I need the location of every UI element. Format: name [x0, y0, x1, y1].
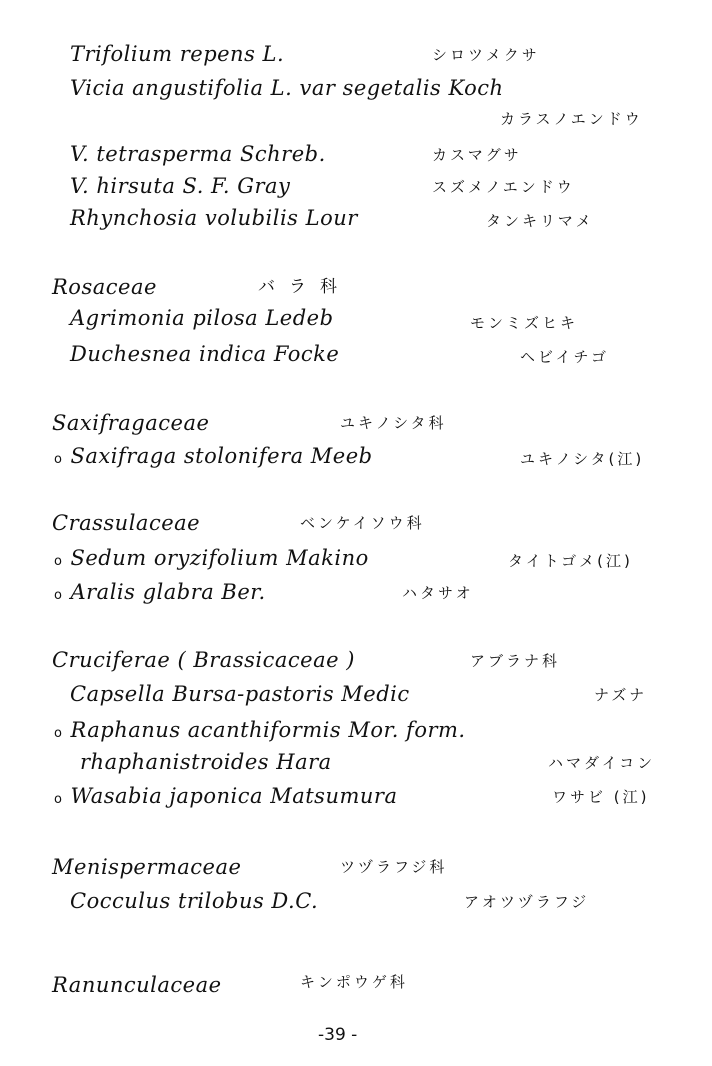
marker: o	[54, 588, 63, 603]
species-name: V. tetrasperma Schreb.	[70, 142, 326, 166]
species-name: V. hirsuta S. F. Gray	[70, 174, 291, 198]
marker: o	[54, 452, 63, 467]
family-name: Crassulaceae	[52, 511, 201, 535]
family-name: Ranunculaceae	[52, 973, 222, 997]
japanese-name: ワサビ (江)	[552, 788, 650, 806]
family-japanese-name: キンポウゲ科	[300, 973, 408, 991]
family-japanese-name: バラ科	[258, 277, 351, 297]
species-name: Trifolium repens L.	[70, 42, 285, 66]
marker: o	[54, 792, 63, 807]
species-name: Capsella Bursa-pastoris Medic	[70, 682, 410, 706]
family-name: Menispermaceae	[52, 855, 242, 879]
family-japanese-name: ベンケイソウ科	[300, 514, 425, 532]
japanese-name: シロツメクサ	[432, 46, 540, 64]
species-name: Raphanus acanthiformis Mor. form.	[70, 718, 466, 742]
species-name: Cocculus trilobus D.C.	[70, 889, 319, 913]
species-name: Saxifraga stolonifera Meeb	[70, 444, 373, 468]
family-name: Rosaceae	[52, 275, 157, 299]
japanese-name: ハタサオ	[402, 584, 474, 602]
family-name: Cruciferae ( Brassicaceae )	[52, 648, 355, 672]
japanese-name: ユキノシタ(江)	[520, 450, 645, 468]
japanese-name: モンミズヒキ	[470, 314, 579, 332]
japanese-name: タイトゴメ(江)	[508, 552, 633, 570]
species-entry-marked	[54, 720, 466, 741]
family-japanese-name: ユキノシタ科	[340, 414, 447, 432]
species-entry-marked	[54, 786, 397, 807]
species-entry-marked	[54, 582, 266, 603]
japanese-name: カラスノエンドウ	[500, 110, 643, 128]
species-name: Duchesnea indica Focke	[70, 342, 340, 366]
family-japanese-name: ツヅラフジ科	[340, 858, 448, 876]
japanese-name: スズメノエンドウ	[432, 178, 575, 196]
species-name: Agrimonia pilosa Ledeb	[70, 306, 334, 330]
species-name: Vicia angustifolia L. var segetalis Koch	[70, 76, 504, 100]
japanese-name: カスマグサ	[432, 146, 522, 164]
marker: o	[54, 726, 63, 741]
species-name: Aralis glabra Ber.	[70, 580, 266, 604]
japanese-name: アオツヅラフジ	[464, 893, 590, 911]
japanese-name: ヘビイチゴ	[520, 348, 609, 366]
species-entry-marked	[54, 446, 373, 467]
japanese-name: タンキリマメ	[486, 212, 594, 230]
family-japanese-name: アブラナ科	[470, 652, 561, 670]
japanese-name: ハマダイコン	[548, 754, 656, 772]
species-name: Sedum oryzifolium Makino	[70, 546, 369, 570]
marker: o	[54, 554, 63, 569]
page-number: -39 -	[318, 1025, 358, 1045]
species-name-continued: rhaphanistroides Hara	[80, 750, 332, 774]
species-name: Rhynchosia volubilis Lour	[70, 206, 358, 230]
family-name: Saxifragaceae	[52, 411, 210, 435]
species-name: Wasabia japonica Matsumura	[70, 784, 398, 808]
species-entry-marked	[54, 548, 369, 569]
japanese-name: ナズナ	[594, 686, 648, 704]
